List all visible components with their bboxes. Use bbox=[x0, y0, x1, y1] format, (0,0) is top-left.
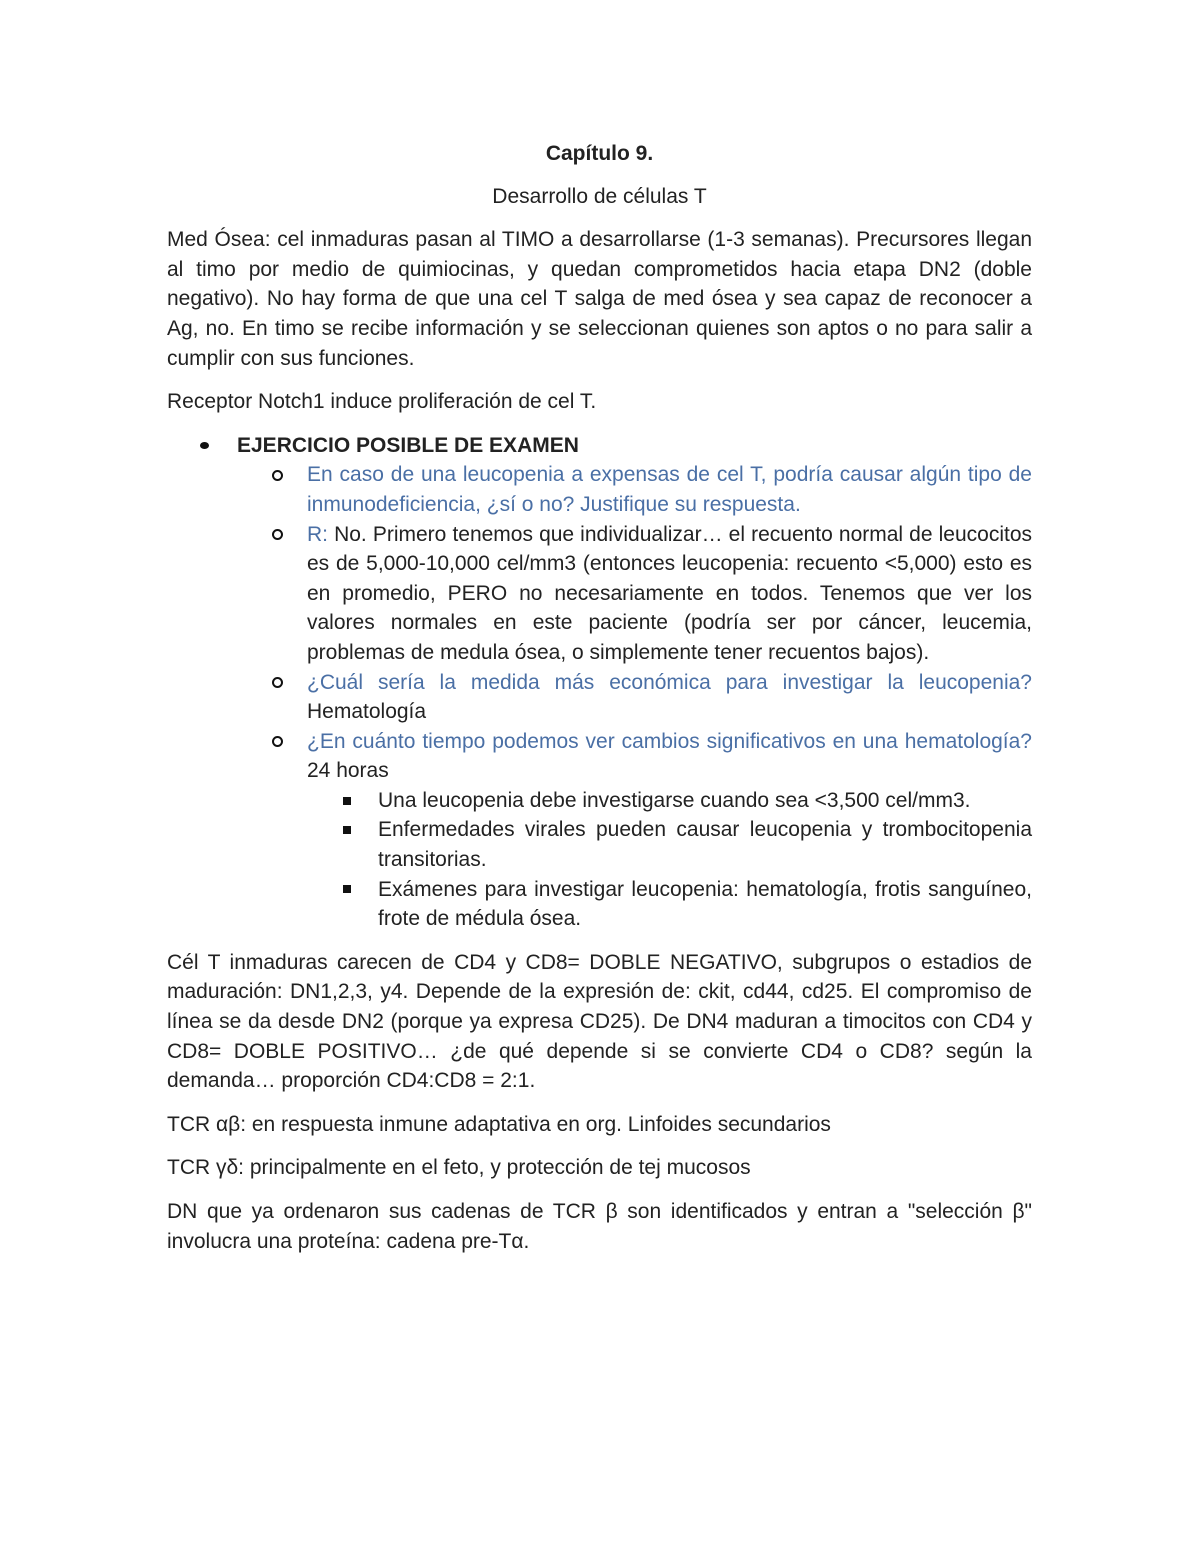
document-body bbox=[167, 139, 1032, 1270]
answer-1-text: No. Primero tenemos que individualizar… el recuento normal de leucocitos es de 5,000-10,000 cel/mm3 (entonces leucopenia: recuento <5,000) esto es en promedio, PERO no necesariamente en todos. Tenemos que ver los valores normales en este paciente (podría ser por cáncer, leucemia, problemas de medula ósea, o simplemente tener recuentos bajos). bbox=[307, 522, 1032, 664]
chapter-subtitle: Desarrollo de células T bbox=[492, 184, 707, 208]
bullet-circle-icon bbox=[272, 520, 283, 550]
bullet-square-icon bbox=[343, 786, 351, 816]
bullet-disc-icon bbox=[200, 431, 209, 461]
question-1-text: En caso de una leucopenia a expensas de cel T, podría causar algún tipo de inmunodeficiencia, ¿sí o no? Justifique su respuesta. bbox=[307, 463, 1032, 516]
list-item-sub-2 bbox=[167, 815, 1032, 874]
bullet-circle-icon bbox=[272, 668, 283, 698]
paragraph-seleccion-beta: DN que ya ordenaron sus cadenas de TCR β son identificados y entran a "selección β" involucra una proteína: cadena pre-Tα. bbox=[167, 1200, 1032, 1253]
paragraph-medula-osea: Med Ósea: cel inmaduras pasan al TIMO a desarrollarse (1-3 semanas). Precursores llegan al timo por medio de quimiocinas, y quedan comprometidos hacia etapa DN2 (doble negativo). No hay forma de que una cel T salga de med ósea y sea capaz de reconocer a Ag, no. En timo se recibe información y se seleccionan quienes son aptos o no para salir a cumplir con sus funciones. bbox=[167, 228, 1032, 370]
answer-3-text: 24 horas bbox=[307, 759, 389, 783]
bullet-square-icon bbox=[343, 875, 351, 905]
chapter-title: Capítulo 9. bbox=[545, 142, 654, 165]
list-item-sub-1 bbox=[167, 786, 1032, 816]
answer-1-label: R: bbox=[307, 522, 328, 546]
bullet-circle-icon bbox=[272, 460, 283, 490]
question-2-text: ¿Cuál sería la medida más económica para investigar la leucopenia? bbox=[307, 670, 1032, 694]
sub-item-text: Exámenes para investigar leucopenia: hematología, frotis sanguíneo, frote de médula ósea. bbox=[378, 877, 1032, 931]
list-item-question-3 bbox=[167, 727, 1032, 786]
list-item-exercise-heading bbox=[167, 431, 1032, 461]
list-item-sub-3 bbox=[167, 875, 1032, 934]
exercise-list bbox=[167, 431, 1032, 934]
bullet-square-icon bbox=[343, 815, 351, 845]
bullet-circle-icon bbox=[272, 727, 283, 757]
sub-item-text: Una leucopenia debe investigarse cuando sea <3,500 cel/mm3. bbox=[378, 788, 971, 812]
answer-2-text: Hematología bbox=[307, 700, 427, 724]
question-3-text: ¿En cuánto tiempo podemos ver cambios significativos en una hematología? bbox=[307, 729, 1032, 753]
list-item-answer-1 bbox=[167, 520, 1032, 668]
exercise-heading: EJERCICIO POSIBLE DE EXAMEN bbox=[237, 433, 579, 457]
paragraph-doble-negativo: Cél T inmaduras carecen de CD4 y CD8= DOBLE NEGATIVO, subgrupos o estadios de maduración: DN1,2,3, y4. Depende de la expresión de: ckit, cd44, cd25. El compromiso de línea se da desde DN2 (porque ya expresa CD25). De DN4 maduran a timocitos con CD4 y CD8= DOBLE POSITIVO… ¿de qué depende si se convierte CD4 o CD8? según la demanda… proporción CD4:CD8 = 2:1. bbox=[167, 950, 1032, 1093]
paragraph-notch1: Receptor Notch1 induce proliferación de cel T. bbox=[167, 390, 597, 414]
paragraph-tcr-gd: TCR γδ: principalmente en el feto, y protección de tej mucosos bbox=[167, 1156, 751, 1180]
list-item-question-1 bbox=[167, 460, 1032, 519]
list-item-question-2 bbox=[167, 668, 1032, 727]
paragraph-tcr-ab: TCR αβ: en respuesta inmune adaptativa en org. Linfoides secundarios bbox=[167, 1112, 831, 1136]
sub-item-text: Enfermedades virales pueden causar leucopenia y trombocitopenia transitorias. bbox=[378, 818, 1032, 872]
